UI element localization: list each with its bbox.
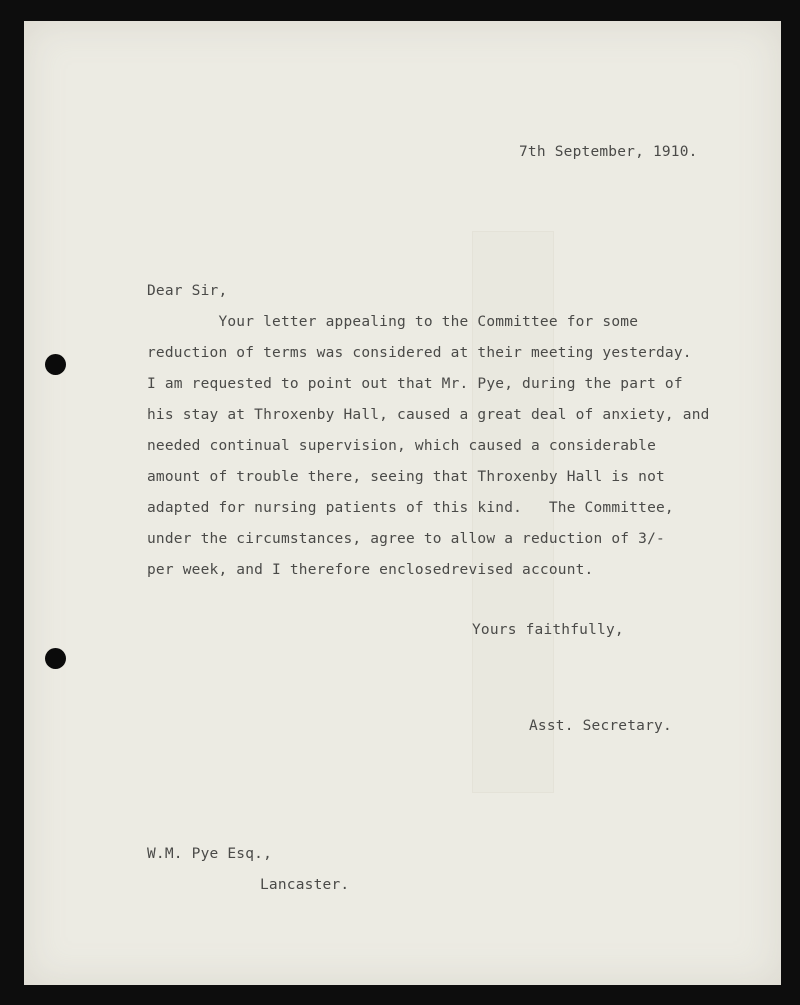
body-line: amount of trouble there, seeing that Throxenby Hall is not <box>147 469 665 485</box>
addressee-name: W.M. Pye Esq., <box>147 846 273 862</box>
body-line: reduction of terms was considered at their meeting yesterday. <box>147 345 692 361</box>
body-line: adapted for nursing patients of this kind. The Committee, <box>147 500 674 516</box>
body-line: per week, and I therefore enclosedrevised account. <box>147 562 594 578</box>
addressee-town: Lancaster. <box>260 877 350 893</box>
body-line: needed continual supervision, which caused a considerable <box>147 438 656 454</box>
punch-hole <box>45 354 66 375</box>
body-line: Your letter appealing to the Committee for some <box>147 314 639 330</box>
letter-date: 7th September, 1910. <box>519 144 698 160</box>
body-line: his stay at Throxenby Hall, caused a great deal of anxiety, and <box>147 407 710 423</box>
closing: Yours faithfully, <box>472 622 624 638</box>
body-line: under the circumstances, agree to allow a reduction of 3/- <box>147 531 665 547</box>
signature-title: Asst. Secretary. <box>529 718 672 734</box>
punch-hole <box>45 648 66 669</box>
paper-sheet <box>24 21 781 985</box>
body-line: I am requested to point out that Mr. Pye, during the part of <box>147 376 683 392</box>
salutation: Dear Sir, <box>147 283 228 299</box>
